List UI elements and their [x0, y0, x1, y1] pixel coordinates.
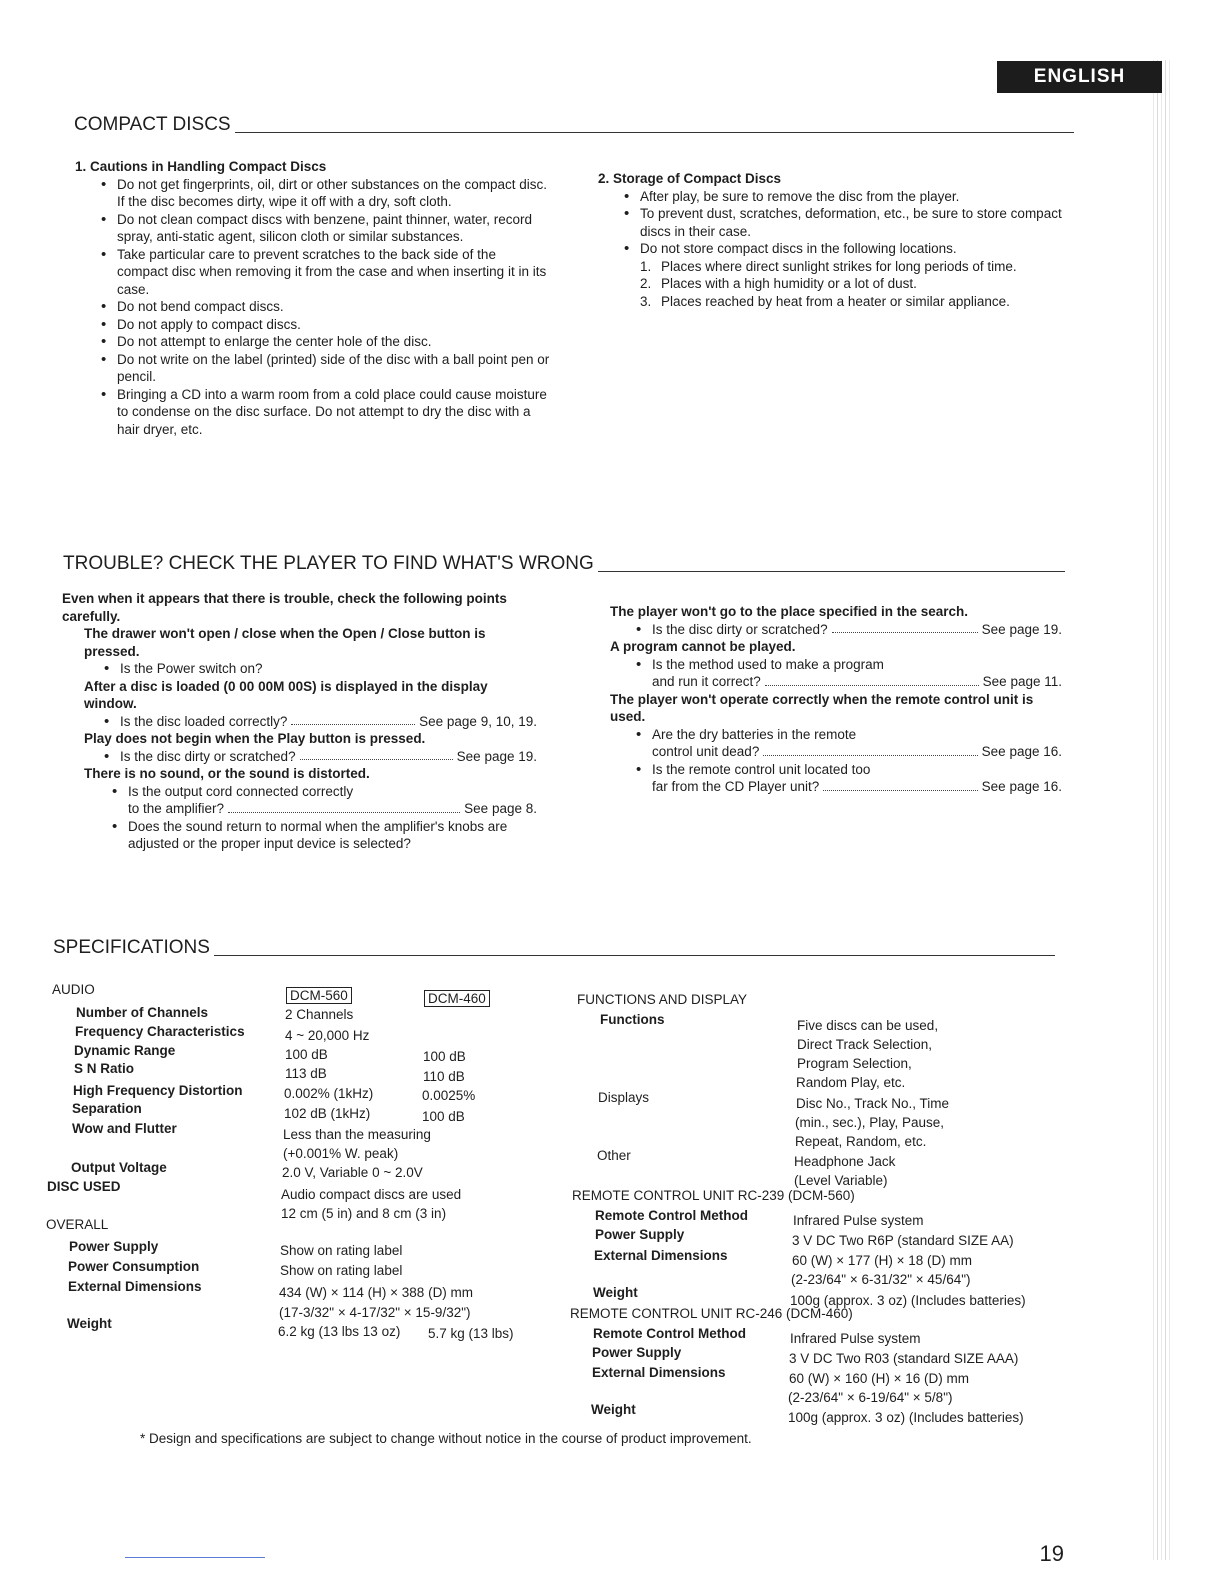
spec-value: Show on rating label: [280, 1263, 403, 1278]
scan-edge-strip: [1150, 60, 1170, 1560]
spec-value: 3 V DC Two R03 (standard SIZE AAA): [789, 1351, 1019, 1366]
heading-rule: [235, 132, 1074, 133]
storage-column: [598, 170, 1073, 310]
spec-label: Wow and Flutter: [72, 1121, 177, 1136]
spec-label: Output Voltage: [71, 1160, 167, 1175]
spec-value: Random Play, etc.: [796, 1075, 906, 1090]
spec-value: 2 Channels: [285, 1007, 354, 1022]
spec-group-heading: FUNCTIONS AND DISPLAY: [577, 992, 748, 1007]
trouble-check: [630, 621, 1062, 639]
storage-item: • Do not store compact discs in the following locations.: [618, 240, 1073, 258]
spec-label: Power Supply: [595, 1227, 685, 1242]
page-reference: See page 19.: [981, 621, 1062, 637]
spec-value: Five discs can be used,: [797, 1018, 939, 1033]
caution-item: • Do not get fingerprints, oil, dirt or other substances on the compact disc. If the disc becomes dirty, wipe it off with a dry, soft cloth.: [95, 176, 550, 211]
page-reference: See page 8.: [464, 801, 537, 816]
check-text: • Is the remote control unit located too: [652, 761, 871, 777]
caution-item: • Take particular care to prevent scratches to the back side of the compact disc when removing it from the case and when inserting it in its case.: [95, 246, 550, 299]
language-tab: ENGLISH: [997, 61, 1162, 93]
location-text: Places where direct sunlight strikes for long periods of time.: [661, 258, 1017, 274]
spec-group-heading: REMOTE CONTROL UNIT RC-239 (DCM-560): [572, 1188, 855, 1203]
storage-heading: 2. Storage of Compact Discs: [598, 171, 782, 186]
model-label-dcm-460: [424, 990, 490, 1008]
trouble-check: • Does the sound return to normal when the amplifier's knobs are adjusted or the proper input device is selected?: [106, 818, 537, 853]
trouble-question: The player won't operate correctly when the remote control unit is used.: [610, 691, 1034, 724]
caution-item: • Bringing a CD into a warm room from a cold place could cause moisture to condense on the disc surface. Do not attempt to dry the disc with a hair dryer, etc.: [95, 386, 550, 439]
spec-value: 5.7 kg (13 lbs): [428, 1326, 514, 1341]
spec-group-heading: OVERALL: [46, 1217, 109, 1232]
trouble-check: [630, 761, 1062, 796]
spec-value: Infrared Pulse system: [790, 1331, 921, 1346]
leader-dots: [300, 748, 453, 761]
leader-dots: [228, 800, 460, 813]
spec-group-heading: AUDIO: [52, 982, 95, 997]
spec-label: Weight: [67, 1316, 112, 1331]
check-text: • Is the output cord connected correctly: [128, 783, 354, 799]
trouble-question: Play does not begin when the Play button is pressed.: [84, 731, 426, 746]
leader-dots: [763, 743, 977, 756]
trouble-question: The drawer won't open / close when the Open / Close button is pressed.: [84, 626, 486, 659]
specifications-title: SPECIFICATIONS: [53, 937, 210, 958]
spec-label: Power Consumption: [68, 1259, 200, 1274]
page-number: 19: [1039, 1541, 1064, 1566]
spec-value: Less than the measuring: [283, 1127, 431, 1142]
compact-discs-heading: [74, 114, 1074, 136]
location-number: 1.: [640, 258, 652, 274]
check-text: • Is the disc loaded correctly?: [120, 713, 288, 729]
spec-value: 100 dB: [285, 1047, 328, 1062]
spec-value: 113 dB: [285, 1066, 327, 1081]
spec-value: 0.002% (1kHz): [284, 1086, 374, 1101]
location-text: Places reached by heat from a heater or similar appliance.: [661, 293, 1010, 309]
spec-value: (+0.001% W. peak): [283, 1146, 399, 1161]
spec-value: 100g (approx. 3 oz) (Includes batteries): [788, 1410, 1024, 1425]
trouble-left-column: [62, 590, 537, 853]
cautions-list: [75, 176, 550, 439]
spec-value: 12 cm (5 in) and 8 cm (3 in): [281, 1206, 447, 1221]
spec-label: External Dimensions: [592, 1365, 726, 1380]
spec-value: (Level Variable): [794, 1173, 888, 1188]
check-text: • Is the disc dirty or scratched?: [120, 748, 296, 764]
heading-rule: [214, 955, 1055, 956]
location-number: 2.: [640, 276, 652, 291]
leader-dots: [823, 778, 977, 791]
spec-value: Disc No., Track No., Time: [796, 1096, 950, 1111]
spec-value: Infrared Pulse system: [793, 1213, 924, 1228]
spec-group-heading: DISC USED: [47, 1179, 121, 1194]
compact-discs-title: COMPACT DISCS: [74, 114, 231, 135]
trouble-check: [106, 783, 537, 818]
check-text: control unit dead?: [652, 744, 760, 759]
spec-value: Repeat, Random, etc.: [795, 1134, 927, 1149]
spec-value: 100g (approx. 3 oz) (Includes batteries): [790, 1293, 1026, 1308]
spec-value: 6.2 kg (13 lbs 13 oz): [278, 1324, 401, 1339]
model-box: DCM-560: [286, 987, 352, 1004]
spec-value: 100 dB: [423, 1049, 466, 1064]
spec-label: Remote Control Method: [593, 1326, 746, 1341]
location-item: [640, 275, 1073, 293]
heading-rule: [598, 571, 1065, 572]
spec-value: (2-23/64" × 6-31/32" × 45/64"): [791, 1272, 971, 1287]
page-reference: See page 11.: [982, 674, 1062, 689]
spec-label: Functions: [600, 1012, 665, 1027]
storage-list: [598, 188, 1073, 258]
leader-dots: [832, 621, 978, 634]
model-box: DCM-460: [424, 990, 490, 1007]
spec-label: S N Ratio: [74, 1061, 135, 1076]
location-number: 3.: [640, 293, 652, 309]
trouble-check: [98, 713, 537, 731]
caution-item: • Do not apply to compact discs.: [95, 316, 550, 334]
spec-value: 60 (W) × 160 (H) × 16 (D) mm: [789, 1371, 970, 1386]
trouble-check: [630, 656, 1062, 691]
spec-label: Power Supply: [69, 1239, 159, 1254]
spec-value: (17-3/32" × 4-17/32" × 15-9/32"): [279, 1305, 471, 1320]
storage-item: • After play, be sure to remove the disc from the player.: [618, 188, 1073, 206]
trouble-question: A program cannot be played.: [610, 639, 796, 654]
trouble-title: TROUBLE? CHECK THE PLAYER TO FIND WHAT'S WRONG: [63, 553, 594, 574]
spec-label: Other: [597, 1148, 631, 1163]
trouble-heading: [63, 553, 1065, 575]
spec-group-heading: REMOTE CONTROL UNIT RC-246 (DCM-460): [570, 1306, 853, 1321]
location-item: [640, 258, 1073, 276]
trouble-check: • Is the Power switch on?: [98, 660, 537, 678]
spec-value: Show on rating label: [280, 1243, 403, 1258]
spec-value: 4 ~ 20,000 Hz: [285, 1028, 370, 1043]
spec-value: (min., sec.), Play, Pause,: [795, 1115, 945, 1130]
leader-dots: [765, 673, 979, 686]
spec-label: Dynamic Range: [74, 1043, 176, 1058]
spec-label: External Dimensions: [594, 1248, 728, 1263]
trouble-question: The player won't go to the place specified in the search.: [610, 604, 969, 619]
location-item: [640, 293, 1073, 311]
footnote: * Design and specifications are subject to change without notice in the course of product improvement.: [140, 1431, 752, 1446]
spec-value: (2-23/64" × 6-19/64" × 5/8"): [788, 1390, 953, 1405]
spec-label: External Dimensions: [68, 1279, 202, 1294]
trouble-check: [630, 726, 1062, 761]
trouble-question: After a disc is loaded (0 00 00M 00S) is displayed in the display window.: [84, 678, 488, 711]
location-text: Places with a high humidity or a lot of dust.: [661, 276, 917, 291]
specifications-heading: [53, 937, 1055, 959]
spec-value: 60 (W) × 177 (H) × 18 (D) mm: [792, 1253, 973, 1268]
spec-value: 100 dB: [422, 1109, 465, 1124]
cautions-column: [75, 158, 550, 438]
storage-locations: [598, 258, 1073, 311]
storage-item: • To prevent dust, scratches, deformation, etc., be sure to store compact discs in their case.: [618, 205, 1073, 240]
spec-value: Headphone Jack: [794, 1154, 896, 1169]
caution-item: • Do not write on the label (printed) side of the disc with a ball point pen or pencil.: [95, 351, 550, 386]
check-text: to the amplifier?: [128, 801, 225, 816]
page-reference: See page 19.: [456, 748, 537, 764]
spec-label: High Frequency Distortion: [73, 1083, 243, 1098]
check-text: far from the CD Player unit?: [652, 779, 820, 794]
spec-value: 2.0 V, Variable 0 ~ 2.0V: [282, 1165, 423, 1180]
check-text: and run it correct?: [652, 674, 761, 689]
leader-dots: [291, 713, 415, 726]
spec-label: Frequency Characteristics: [75, 1024, 245, 1039]
check-text: • Is the disc dirty or scratched?: [652, 621, 828, 637]
spec-value: 0.0025%: [422, 1088, 476, 1103]
spec-value: 110 dB: [423, 1069, 465, 1084]
caution-item: • Do not bend compact discs.: [95, 298, 550, 316]
scan-artifact-line: [125, 1557, 265, 1558]
spec-value: 3 V DC Two R6P (standard SIZE AA): [792, 1233, 1014, 1248]
trouble-intro: Even when it appears that there is trouble, check the following points carefully.: [62, 591, 507, 624]
page-reference: See page 16.: [981, 779, 1062, 794]
page-reference: See page 9, 10, 19.: [419, 713, 537, 729]
spec-value: 102 dB (1kHz): [284, 1106, 371, 1121]
spec-label: Separation: [72, 1101, 142, 1116]
spec-value: Audio compact discs are used: [281, 1187, 462, 1202]
caution-item: • Do not attempt to enlarge the center hole of the disc.: [95, 333, 550, 351]
spec-label: Power Supply: [592, 1345, 682, 1360]
spec-value: Program Selection,: [797, 1056, 912, 1071]
spec-value: Direct Track Selection,: [797, 1037, 933, 1052]
spec-label: Weight: [591, 1402, 636, 1417]
caution-item: • Do not clean compact discs with benzene, paint thinner, water, record spray, anti-static agent, silicon cloth or similar substances.: [95, 211, 550, 246]
spec-label: Displays: [598, 1090, 650, 1105]
check-text: • Are the dry batteries in the remote: [652, 726, 857, 742]
spec-label: Remote Control Method: [595, 1208, 748, 1223]
page-reference: See page 16.: [981, 744, 1062, 759]
trouble-check: [98, 748, 537, 766]
spec-label: Number of Channels: [76, 1005, 209, 1020]
spec-label: Weight: [593, 1285, 638, 1300]
trouble-right-column: [610, 603, 1062, 796]
trouble-question: There is no sound, or the sound is distorted.: [84, 766, 370, 781]
check-text: • Is the method used to make a program: [652, 656, 884, 672]
model-label-dcm-560: [286, 987, 352, 1005]
cautions-heading: 1. Cautions in Handling Compact Discs: [75, 159, 327, 174]
spec-value: 434 (W) × 114 (H) × 388 (D) mm: [279, 1285, 474, 1300]
